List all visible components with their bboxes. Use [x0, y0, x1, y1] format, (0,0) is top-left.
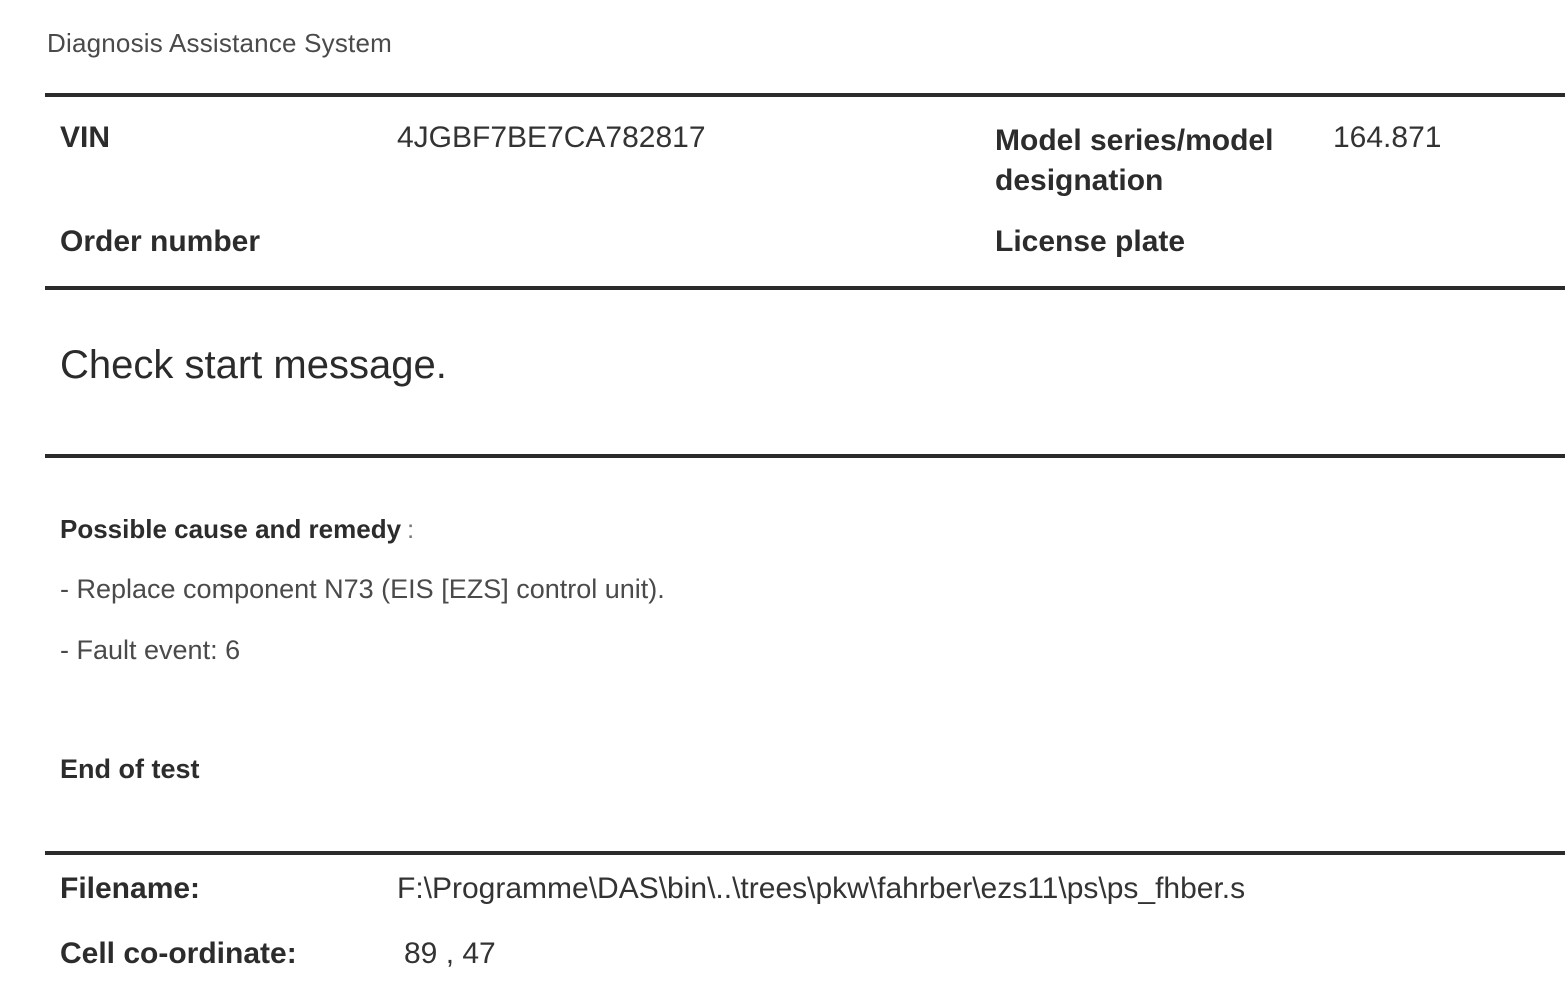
- license-plate-label: License plate: [995, 225, 1186, 258]
- model-value: 164.871: [1333, 121, 1442, 154]
- cause-item: - Replace component N73 (EIS [EZS] control unit).: [60, 574, 665, 604]
- vin-value: 4JGBF7BE7CA782817: [397, 121, 706, 154]
- header-divider: [45, 93, 1565, 97]
- end-of-test-label: End of test: [60, 754, 200, 784]
- cell-coordinate-label: Cell co-ordinate:: [60, 937, 297, 970]
- cell-coordinate-value: 89 , 47: [404, 937, 496, 970]
- vehicle-info-divider: [45, 286, 1565, 290]
- possible-cause-colon: :: [407, 514, 415, 544]
- filename-value: F:\Programme\DAS\bin\..\trees\pkw\fahrber\ezs11\ps\ps_fhber.s: [397, 872, 1246, 905]
- filename-label: Filename:: [60, 872, 201, 905]
- model-label: Model series/model designation: [995, 124, 1274, 197]
- check-message: Check start message.: [60, 343, 447, 387]
- message-divider: [45, 454, 1565, 458]
- app-title: Diagnosis Assistance System: [47, 28, 392, 58]
- possible-cause-heading-text: Possible cause and remedy: [60, 514, 402, 544]
- possible-cause-heading: [60, 514, 414, 545]
- vin-label: VIN: [60, 121, 111, 154]
- footer-divider: [45, 851, 1565, 855]
- cause-item: - Fault event: 6: [60, 635, 241, 665]
- order-number-label: Order number: [60, 225, 261, 258]
